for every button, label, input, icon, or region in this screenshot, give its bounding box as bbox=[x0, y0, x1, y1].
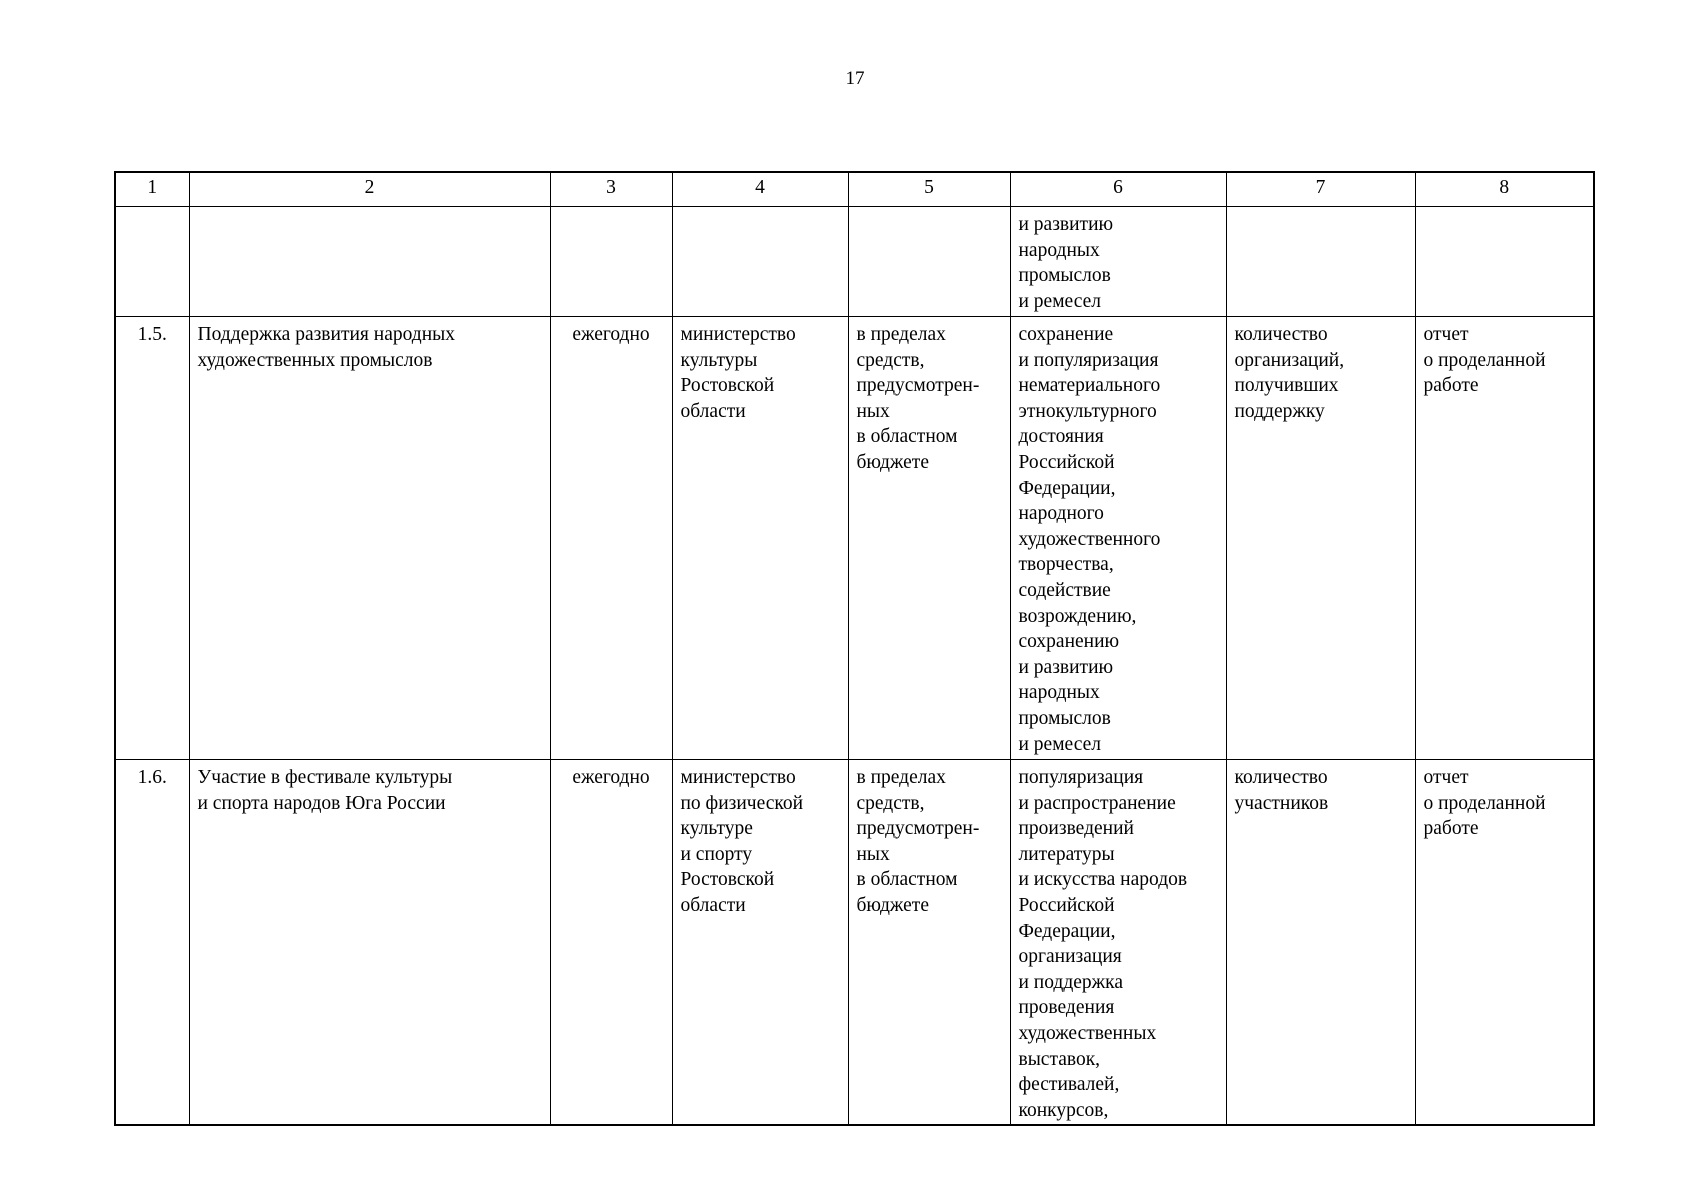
report-cell: отчет о проделанной работе bbox=[1415, 760, 1594, 1126]
page-number: 17 bbox=[845, 68, 865, 89]
period-cell: ежегодно bbox=[550, 317, 672, 760]
period-cell: ежегодно bbox=[550, 760, 672, 1126]
column-header: 2 bbox=[189, 172, 550, 207]
column-header: 1 bbox=[115, 172, 189, 207]
column-header: 7 bbox=[1226, 172, 1415, 207]
column-header: 6 bbox=[1010, 172, 1226, 207]
row-number-cell: 1.6. bbox=[115, 760, 189, 1126]
result-cell: сохранение и популяризация нематериального этнокультурного достояния Российской Федерации, народного художественного творчества, содействие возрождению, сохранению и развитию народных промыслов и ремесел bbox=[1010, 317, 1226, 760]
indicator-cell: количество участников bbox=[1226, 760, 1415, 1126]
table-row bbox=[115, 207, 1594, 317]
row-number-cell: 1.5. bbox=[115, 317, 189, 760]
indicator-cell: количество организаций, получивших поддержку bbox=[1226, 317, 1415, 760]
result-cell: популяризация и распространение произведений литературы и искусства народов Российской Федерации, организация и поддержка проведения художественных выставок, фестивалей, конкурсов, bbox=[1010, 760, 1226, 1126]
column-header: 8 bbox=[1415, 172, 1594, 207]
funding-cell bbox=[848, 207, 1010, 317]
column-header: 4 bbox=[672, 172, 848, 207]
measure-name-cell: Поддержка развития народных художественных промыслов bbox=[189, 317, 550, 760]
executor-cell: министерство по физической культуре и спорту Ростовской области bbox=[672, 760, 848, 1126]
table-row bbox=[115, 317, 1594, 760]
executor-cell: министерство культуры Ростовской области bbox=[672, 317, 848, 760]
column-header: 3 bbox=[550, 172, 672, 207]
measure-name-cell bbox=[189, 207, 550, 317]
column-header: 5 bbox=[848, 172, 1010, 207]
report-cell bbox=[1415, 207, 1594, 317]
indicator-cell bbox=[1226, 207, 1415, 317]
table-row bbox=[115, 760, 1594, 1126]
measures-table bbox=[114, 171, 1595, 1126]
executor-cell bbox=[672, 207, 848, 317]
funding-cell: в пределах средств, предусмотрен- ных в областном бюджете bbox=[848, 317, 1010, 760]
measure-name-cell: Участие в фестивале культуры и спорта народов Юга России bbox=[189, 760, 550, 1126]
result-cell: и развитию народных промыслов и ремесел bbox=[1010, 207, 1226, 317]
funding-cell: в пределах средств, предусмотрен- ных в областном бюджете bbox=[848, 760, 1010, 1126]
period-cell bbox=[550, 207, 672, 317]
row-number-cell bbox=[115, 207, 189, 317]
table-header-row bbox=[115, 172, 1594, 207]
report-cell: отчет о проделанной работе bbox=[1415, 317, 1594, 760]
